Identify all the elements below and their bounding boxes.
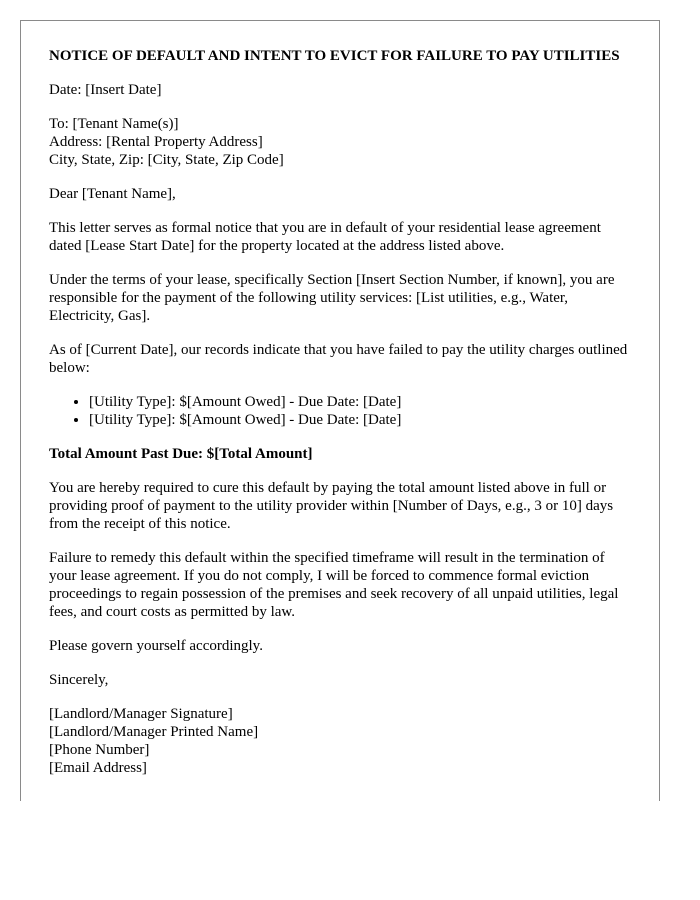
paragraph-govern: Please govern yourself accordingly. — [49, 638, 263, 654]
utility-list — [49, 393, 631, 429]
paragraph-failure: Failure to remedy this default within the specified timeframe will result in the termination of your lease agreement. If you do not comply, I will be forced to commence formal eviction proceedings to regain possession of the premises and seek recovery of all unpaid utilities, legal fees, and court costs as permitted by law. — [49, 550, 619, 620]
city-state-zip-line: City, State, Zip: [City, State, Zip Code] — [49, 152, 284, 168]
closing: Sincerely, — [49, 672, 109, 688]
paragraph-default: This letter serves as formal notice that you are in default of your residential lease agreement dated [Lease Start Date] for the property located at the address listed above. — [49, 220, 601, 254]
utility-list-item: • [Utility Type]: $[Amount Owed] - Due Date: [Date] — [89, 411, 631, 429]
email-line: [Email Address] — [49, 760, 147, 776]
date-line: Date: [Insert Date] — [49, 82, 162, 98]
salutation: Dear [Tenant Name], — [49, 186, 176, 202]
notice-page — [20, 20, 660, 801]
signature-block — [49, 705, 631, 777]
printed-name-line: [Landlord/Manager Printed Name] — [49, 724, 259, 740]
address-line: Address: [Rental Property Address] — [49, 134, 263, 150]
to-line: To: [Tenant Name(s)] — [49, 116, 179, 132]
paragraph-lease-terms: Under the terms of your lease, specifically Section [Insert Section Number, if known], you are responsible for the payment of the following utility services: [List utilities, e.g., Water, Electricity, Gas]. — [49, 272, 615, 324]
utility-list-item: • [Utility Type]: $[Amount Owed] - Due Date: [Date] — [89, 393, 631, 411]
phone-line: [Phone Number] — [49, 742, 150, 758]
notice-title: NOTICE OF DEFAULT AND INTENT TO EVICT FOR FAILURE TO PAY UTILITIES — [49, 48, 620, 64]
paragraph-records: As of [Current Date], our records indicate that you have failed to pay the utility charges outlined below: — [49, 342, 628, 376]
total-amount-due: Total Amount Past Due: $[Total Amount] — [49, 446, 313, 462]
recipient-block — [49, 115, 631, 169]
paragraph-cure: You are hereby required to cure this default by paying the total amount listed above in full or providing proof of payment to the utility provider within [Number of Days, e.g., 3 or 10] days from the receipt of this notice. — [49, 480, 614, 532]
signature-line: [Landlord/Manager Signature] — [49, 706, 233, 722]
